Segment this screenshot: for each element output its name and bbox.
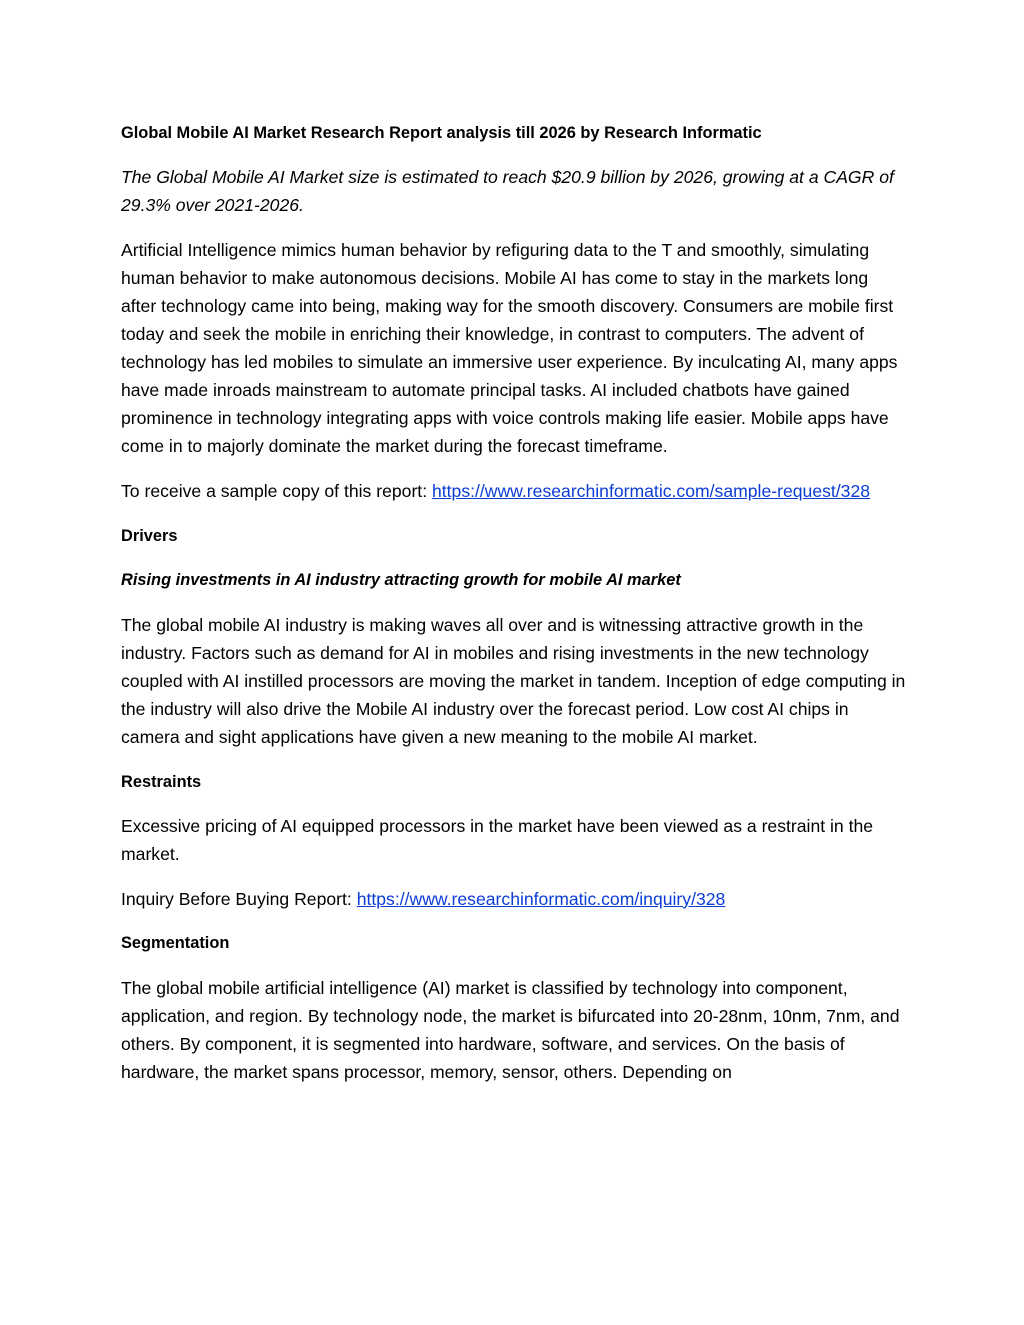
drivers-paragraph: The global mobile AI industry is making waves all over and is witnessing attractive growth in the industry. Factors such as demand for AI in mobiles and rising investments in the new technology coupled with AI instilled processors are moving the market in tandem. Inception of edge computing in the industry will also drive the Mobile AI industry over the forecast period. Low cost AI chips in camera and sight applications have given a new meaning to the mobile AI market. xyxy=(121,614,906,747)
sample-request-link[interactable]: https://www.researchinformatic.com/sample-request/328 xyxy=(431,480,871,501)
sample-request-paragraph xyxy=(121,477,906,505)
inquiry-paragraph xyxy=(121,885,906,913)
sample-request-label: To receive a sample copy of this report: xyxy=(121,480,432,501)
intro-paragraph: Artificial Intelligence mimics human behavior by refiguring data to the T and smoothly, simulating human behavior to make autonomous decisions. Mobile AI has come to stay in the markets long after technology came into being, making way for the smooth discovery. Consumers are mobile first today and seek the mobile in enriching their knowledge, in contrast to computers. The advent of technology has led mobiles to simulate an immersive user experience. By inculcating AI, many apps have made inroads mainstream to automate principal tasks. AI included chatbots have gained prominence in technology integrating apps with voice controls making life easier. Mobile apps have come in to majorly dominate the market during the forecast timeframe. xyxy=(121,239,898,457)
segmentation-heading: Segmentation xyxy=(121,934,230,953)
document-title: Global Mobile AI Market Research Report analysis till 2026 by Research Informatic xyxy=(121,124,762,142)
restraints-heading: Restraints xyxy=(121,772,202,791)
segmentation-paragraph: The global mobile artificial intelligence (AI) market is classified by technology into component, application, and region. By technology node, the market is bifurcated into 20-28nm, 10nm, 7nm, and others. By component, it is segmented into hardware, software, and services. On the basis of hardware, the market spans processor, memory, sensor, others. Depending on xyxy=(121,977,900,1083)
inquiry-label: Inquiry Before Buying Report: xyxy=(121,888,357,909)
restraints-paragraph: Excessive pricing of AI equipped processors in the market have been viewed as a restraint in the market. xyxy=(121,816,874,865)
inquiry-link[interactable]: https://www.researchinformatic.com/inquiry/328 xyxy=(356,888,726,909)
lead-paragraph: The Global Mobile AI Market size is estimated to reach $20.9 billion by 2026, growing at a CAGR of 29.3% over 2021-2026. xyxy=(121,167,894,216)
document-page xyxy=(121,120,906,1103)
drivers-subheading: Rising investments in AI industry attracting growth for mobile AI market xyxy=(121,571,681,590)
drivers-heading: Drivers xyxy=(121,526,178,545)
